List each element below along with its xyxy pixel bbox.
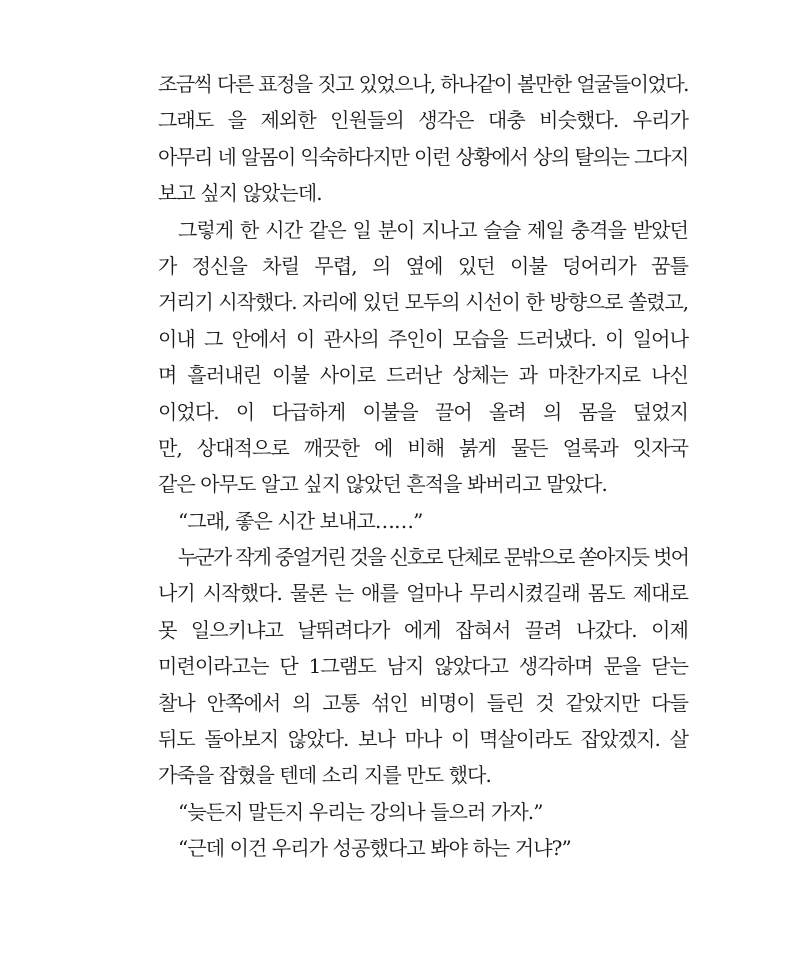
text-line: 보고 싶지 않았는데. — [158, 181, 322, 206]
text-line: “그래, 좋은 시간 보내고……” — [178, 508, 423, 533]
text-line: 며 흘러내린 이불 사이로 드러난 상체는 과 마찬가지로 나신 — [158, 363, 688, 388]
text-line: 가죽을 잡혔을 텐데 소리 지를 만도 했다. — [158, 763, 491, 788]
text-line: 이내 그 안에서 이 관사의 주인이 모습을 드러냈다. 이 일어나 — [158, 326, 688, 351]
text-line: 이었다. 이 다급하게 이불을 끌어 올려 의 몸을 덮었지 — [158, 399, 688, 424]
text-line: 거리기 시작했다. 자리에 있던 모두의 시선이 한 방향으로 쏠렸고, — [158, 290, 688, 315]
text-line: 아무리 네 알몸이 익숙하다지만 이런 상황에서 상의 탈의는 그다지 — [158, 144, 688, 169]
text-line: 그렇게 한 시간 같은 일 분이 지나고 슬슬 제일 충격을 받았던 — [178, 217, 688, 242]
text-line: 미련이라고는 단 1그램도 남지 않았다고 생각하며 문을 닫는 — [158, 654, 688, 679]
text-line: 나기 시작했다. 물론 는 애를 얼마나 무리시켰길래 몸도 제대로 — [158, 581, 688, 606]
text-line: “늦든지 말든지 우리는 강의나 들으러 가자.” — [178, 799, 543, 824]
text-line: 그래도 을 제외한 인원들의 생각은 대충 비슷했다. 우리가 — [158, 108, 688, 133]
text-line: “근데 이건 우리가 성공했다고 봐야 하는 거냐?” — [178, 836, 571, 861]
body-text — [158, 66, 688, 867]
text-line: 누군가 작게 중얼거린 것을 신호로 단체로 문밖으로 쏟아지듯 벗어 — [178, 545, 688, 570]
text-line: 못 일으키냐고 날뛰려다가 에게 잡혀서 끌려 나갔다. 이제 — [158, 617, 688, 642]
text-line: 뒤도 돌아보지 않았다. 보나 마나 이 멱살이라도 잡았겠지. 살 — [158, 727, 688, 752]
text-line: 가 정신을 차릴 무렵, 의 옆에 있던 이불 덩어리가 꿈틀 — [158, 253, 688, 278]
text-line: 찰나 안쪽에서 의 고통 섞인 비명이 들린 것 같았지만 다들 — [158, 690, 688, 715]
text-line: 같은 아무도 알고 싶지 않았던 흔적을 봐버리고 말았다. — [158, 472, 607, 497]
text-line: 만, 상대적으로 깨끗한 에 비해 붉게 물든 얼룩과 잇자국 — [158, 435, 688, 460]
text-line: 조금씩 다른 표정을 짓고 있었으나, 하나같이 볼만한 얼굴들이었다. — [158, 72, 688, 96]
